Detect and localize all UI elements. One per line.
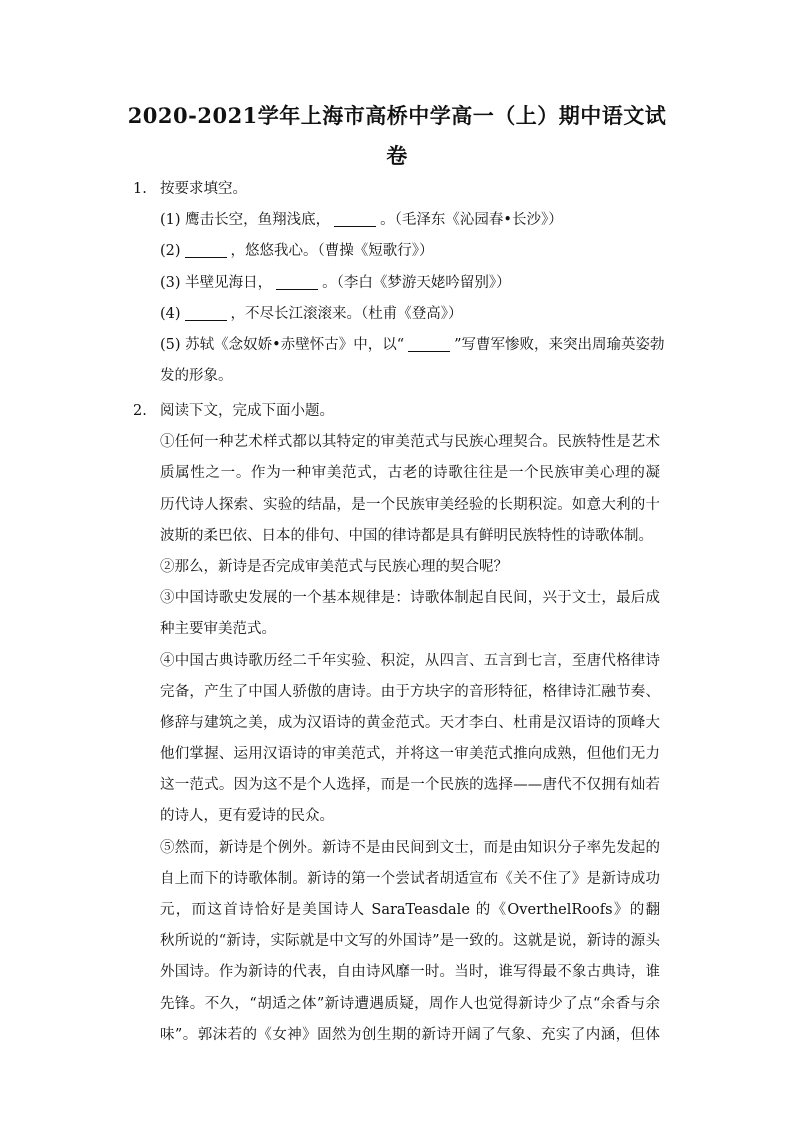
fill-item-3: (3) 半壁见海日， 。（李白《梦游天姥吟留别》） [160, 274, 511, 291]
passage-line: ⑤然而，新诗是个例外。新诗不是由民间到文士，而是由知识分子率先发起的 [160, 839, 660, 856]
passage-line: ①任何一种艺术样式都以其特定的审美范式与民族心理契合。民族特性是艺术 [160, 434, 660, 451]
passage-line: 修辞与建筑之美，成为汉语诗的黄金范式。天才李白、杜甫是汉语诗的顶峰大 [160, 714, 660, 731]
passage-line: 先锋。不久，“胡适之体”新诗遭遇质疑，周作人也觉得新诗少了点“余香与余 [160, 995, 660, 1012]
passage-line: 味”。郭沫若的《女神》固然为创生期的新诗开阔了气象、充实了内涵，但体 [160, 1026, 660, 1043]
passage-line: 完备，产生了中国人骄傲的唐诗。由于方块字的音形特征，格律诗汇融节奏、 [160, 683, 660, 700]
exam-title-line1: 2020-2021学年上海市高桥中学高一（上）期中语文试 [127, 103, 667, 128]
exam-title-line2: 卷 [386, 143, 408, 168]
fill-item-5-cont: 发的形象。 [160, 368, 233, 385]
passage-line: ③中国诗歌史发展的一个基本规律是：诗歌体制起自民间，兴于文士，最后成 [160, 590, 660, 607]
question-2-prompt: 阅读下文，完成下面小题。 [160, 403, 334, 419]
passage-line: ④中国古典诗歌历经二千年实验、积淀，从四言、五言到七言，至唐代格律诗 [160, 652, 660, 669]
answer-blank-1[interactable] [334, 210, 376, 227]
question-2-number: 2. [133, 403, 147, 419]
passage-line: 秋所说的“新诗，实际就是中文写的外国诗”是一致的。这就是说，新诗的源头 [160, 933, 660, 950]
exam-title [120, 96, 674, 176]
passage-line: 的诗人，更有爱诗的民众。 [160, 808, 334, 825]
question-1-prompt: 按要求填空。 [160, 181, 247, 197]
fill-item-4: (4) ，不尽长江滚滚来。（杜甫《登高》） [160, 305, 463, 322]
fill-item-1: (1) 鹰击长空，鱼翔浅底， 。（毛泽东《沁园春•长沙》） [160, 212, 563, 229]
answer-blank-5[interactable] [408, 335, 450, 352]
passage-line: 这一范式。因为这不是个人选择，而是一个民族的选择——唐代不仅拥有灿若 [160, 777, 660, 794]
fill-item-2: (2) ，悠悠我心。（曹操《短歌行》） [160, 243, 434, 260]
passage-line: 历代诗人探索、实验的结晶，是一个民族审美经验的长期积淀。如意大利的十 [160, 496, 660, 513]
passage-line: 元，而这首诗恰好是美国诗人 SaraTeasdale 的《OverthelRoofs》的翻 [160, 902, 660, 918]
passage-line: 外国诗。作为新诗的代表，自由诗风靡一时。当时，谁写得最不象古典诗，谁 [160, 964, 660, 981]
answer-blank-2[interactable] [185, 241, 227, 258]
question-1-number: 1. [133, 181, 147, 197]
passage-line: 种主要审美范式。 [160, 621, 276, 638]
question-2-body [160, 396, 660, 1051]
passage-line: ②那么，新诗是否完成审美范式与民族心理的契合呢？ [160, 558, 508, 575]
question-1-body [160, 174, 665, 392]
passage-line: 质属性之一。作为一种审美范式，古老的诗歌往往是一个民族审美心理的凝 [160, 465, 660, 482]
answer-blank-4[interactable] [185, 304, 227, 321]
passage-line: 他们掌握、运用汉语诗的审美范式，并将这一审美范式推向成熟，但他们无力 [160, 746, 660, 763]
answer-blank-3[interactable] [276, 273, 318, 290]
passage-line: 波斯的柔巴依、日本的俳句、中国的律诗都是具有鲜明民族特性的诗歌体制。 [160, 527, 653, 544]
passage-line: 自上而下的诗歌体制。新诗的第一个尝试者胡适宣布《关不住了》是新诗成功 [160, 870, 660, 887]
fill-item-5: (5) 苏轼《念奴娇•赤壁怀古》中，以“ ”写曹军惨败，来突出周瑜英姿勃 [160, 336, 665, 353]
